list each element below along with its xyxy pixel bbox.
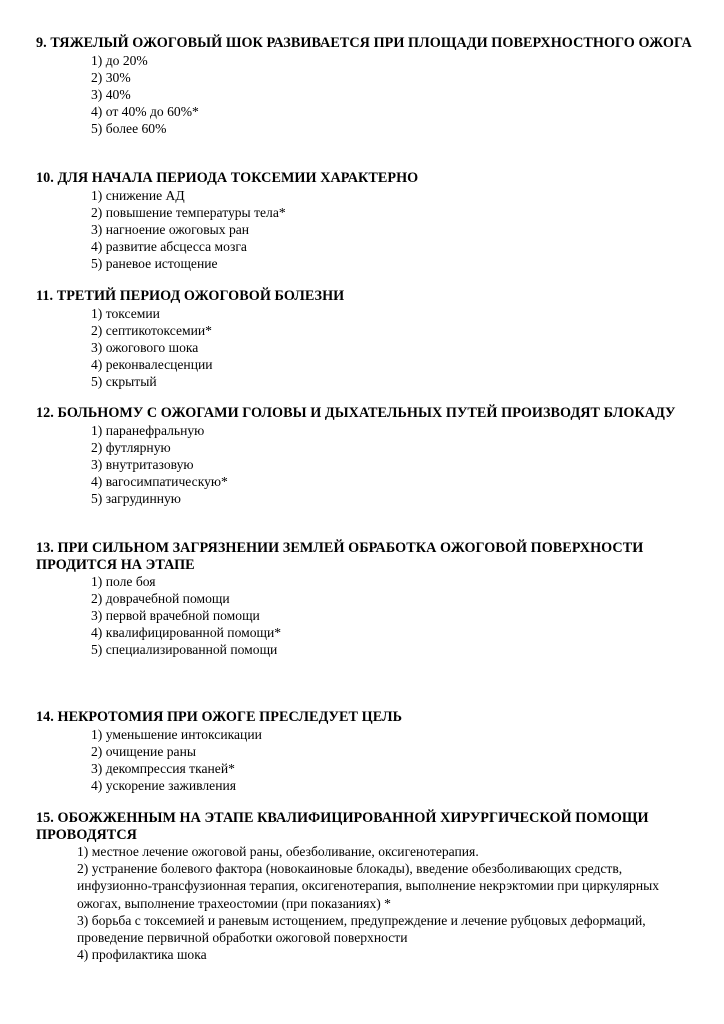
answer-option: 2) футлярную bbox=[91, 439, 171, 455]
question-12 bbox=[36, 405, 696, 507]
question-9 bbox=[36, 35, 696, 137]
question-10 bbox=[36, 170, 696, 272]
question-title: 13. ПРИ СИЛЬНОМ ЗАГРЯЗНЕНИИ ЗЕМЛЕЙ ОБРАБОТКА ОЖОГОВОЙ ПОВЕРХНОСТИ ПРОДИТСЯ НА ЭТАПЕ bbox=[36, 540, 644, 573]
answer-option: 1) токсемии bbox=[91, 305, 160, 321]
answer-option: 1) местное лечение ожоговой раны, обезболивание, оксигенотерапия. bbox=[77, 844, 479, 859]
answer-option: 3) внутритазовую bbox=[91, 456, 194, 472]
answer-option: 5) скрытый bbox=[91, 373, 157, 389]
answer-option: 1) до 20% bbox=[91, 52, 148, 68]
answer-option: 2) септикотоксемии* bbox=[91, 322, 212, 338]
question-11 bbox=[36, 288, 696, 390]
question-title: 15. ОБОЖЖЕННЫМ НА ЭТАПЕ КВАЛИФИЦИРОВАННОЙ ХИРУРГИЧЕСКОЙ ПОМОЩИ ПРОВОДЯТСЯ bbox=[36, 810, 649, 843]
question-title: 9. ТЯЖЕЛЫЙ ОЖОГОВЫЙ ШОК РАЗВИВАЕТСЯ ПРИ ПЛОЩАДИ ПОВЕРХНОСТНОГО ОЖОГА bbox=[36, 35, 692, 51]
question-title: 10. ДЛЯ НАЧАЛА ПЕРИОДА ТОКСЕМИИ ХАРАКТЕРНО bbox=[36, 170, 419, 186]
question-title: 11. ТРЕТИЙ ПЕРИОД ОЖОГОВОЙ БОЛЕЗНИ bbox=[36, 288, 345, 304]
answer-option: 4) профилактика шока bbox=[77, 947, 207, 963]
answer-option: 3) борьба с токсемией и раневым истощением, предупреждение и лечение рубцовых деформаций, проведение первичной обработки ожоговой поверхности bbox=[77, 912, 646, 946]
answer-option: 4) ускорение заживления bbox=[91, 777, 237, 793]
answer-option: 2) доврачебной помощи bbox=[91, 591, 230, 606]
answer-option: 4) от 40% до 60%* bbox=[91, 103, 199, 119]
answer-option: 1) снижение АД bbox=[91, 187, 185, 203]
answer-option: 3) первой врачебной помощи bbox=[91, 608, 260, 623]
answer-option: 5) более 60% bbox=[91, 120, 167, 136]
answer-option: 4) развитие абсцесса мозга bbox=[91, 238, 247, 254]
answer-option: 3) 40% bbox=[91, 86, 131, 102]
answer-option: 3) декомпрессия тканей* bbox=[91, 760, 235, 776]
answer-option: 5) загрудинную bbox=[91, 490, 181, 506]
answer-option: 2) очищение раны bbox=[91, 743, 196, 759]
answer-option: 4) вагосимпатическую* bbox=[91, 473, 228, 489]
answer-option: 2) устранение болевого фактора (новокаиновые блокады), введение обезболивающих средств, инфузионно-трансфузионная терапия, оксигенотерапия, выполнение некрэктомии при циркулярных ожогах, выполнение трахеостомии (при показаниях) * bbox=[77, 861, 660, 911]
answer-option: 5) специализированной помощи bbox=[91, 642, 278, 657]
answer-option: 1) паранефральную bbox=[91, 422, 205, 438]
answer-option: 4) квалифицированной помощи* bbox=[91, 625, 282, 640]
answer-option: 4) реконвалесценции bbox=[91, 356, 213, 372]
question-13 bbox=[36, 540, 696, 658]
question-14 bbox=[36, 709, 696, 794]
answer-option: 5) раневое истощение bbox=[91, 255, 218, 271]
question-title: 14. НЕКРОТОМИЯ ПРИ ОЖОГЕ ПРЕСЛЕДУЕТ ЦЕЛЬ bbox=[36, 709, 403, 725]
answer-option: 1) поле боя bbox=[91, 574, 156, 589]
answer-option: 3) нагноение ожоговых ран bbox=[91, 221, 250, 237]
answer-option: 1) уменьшение интоксикации bbox=[91, 726, 262, 742]
answer-option: 3) ожогового шока bbox=[91, 339, 199, 355]
question-15 bbox=[36, 810, 696, 963]
answer-option: 2) повышение температуры тела* bbox=[91, 204, 286, 220]
answer-option: 2) 30% bbox=[91, 69, 131, 85]
question-title: 12. БОЛЬНОМУ С ОЖОГАМИ ГОЛОВЫ И ДЫХАТЕЛЬНЫХ ПУТЕЙ ПРОИЗВОДЯТ БЛОКАДУ bbox=[36, 405, 676, 421]
